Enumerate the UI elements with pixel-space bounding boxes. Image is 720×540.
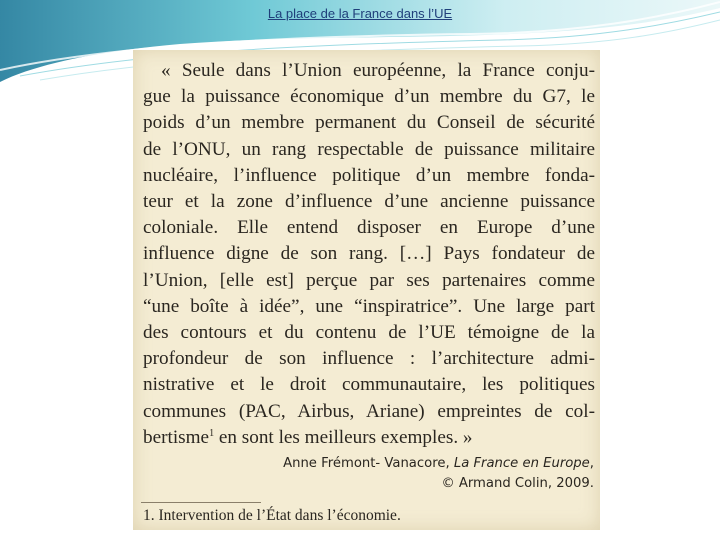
quote-line: des contours et du contenu de l’UE témoigne de la: [143, 322, 595, 344]
source-book: La France en Europe: [453, 456, 590, 471]
quote-line: gue la puissance économique d’un membre du G7, le: [143, 86, 595, 108]
quote-line: « Seule dans l’Union européenne, la France conju-: [161, 60, 595, 81]
quote-line: “une boîte à idée”, une “inspiratrice”. Une large part: [143, 295, 595, 317]
page-title: La place de la France dans l’UE: [267, 6, 453, 21]
quote-line: profondeur de son influence : l’architecture admi-: [143, 348, 595, 370]
quote-line: nucléaire, l’influence politique d’un membre fonda-: [143, 164, 595, 186]
quote-line: nistrative et le droit communautaire, les politiques: [143, 374, 595, 396]
footnote: 1. Intervention de l’État dans l’économie.: [143, 507, 401, 524]
quote-line: poids d’un membre permanent du Conseil de sécurité: [143, 112, 595, 134]
source-book-suffix: ,: [589, 456, 594, 471]
quote-line: l’Union, [elle est] perçue par ses partenaires comme: [143, 269, 595, 291]
quote-line: communes (PAC, Airbus, Ariane) empreintes de col-: [143, 400, 595, 422]
quote-last-start: bertisme: [143, 426, 210, 448]
source-publisher: © Armand Colin, 2009.: [441, 476, 594, 491]
quote-text: [143, 58, 595, 451]
quote-line: de l’ONU, un rang respectable de puissance militaire: [143, 138, 595, 160]
quote-line: [143, 425, 595, 451]
footnote-ref: 1: [209, 427, 215, 439]
quote-line: coloniale. Elle entend disposer en Europe d’une: [143, 217, 595, 239]
footnote-divider: [141, 502, 261, 503]
quote-line: influence digne de son rang. […] Pays fondateur de: [143, 243, 595, 265]
quote-last-end: en sont les meilleurs exemples. »: [214, 426, 473, 448]
source-author: Anne Frémont- Vanacore,: [283, 456, 454, 471]
scanned-document: [133, 50, 600, 530]
quote-line: teur et la zone d’influence d’une ancienne puissance: [143, 191, 595, 213]
source-citation: [283, 454, 594, 494]
